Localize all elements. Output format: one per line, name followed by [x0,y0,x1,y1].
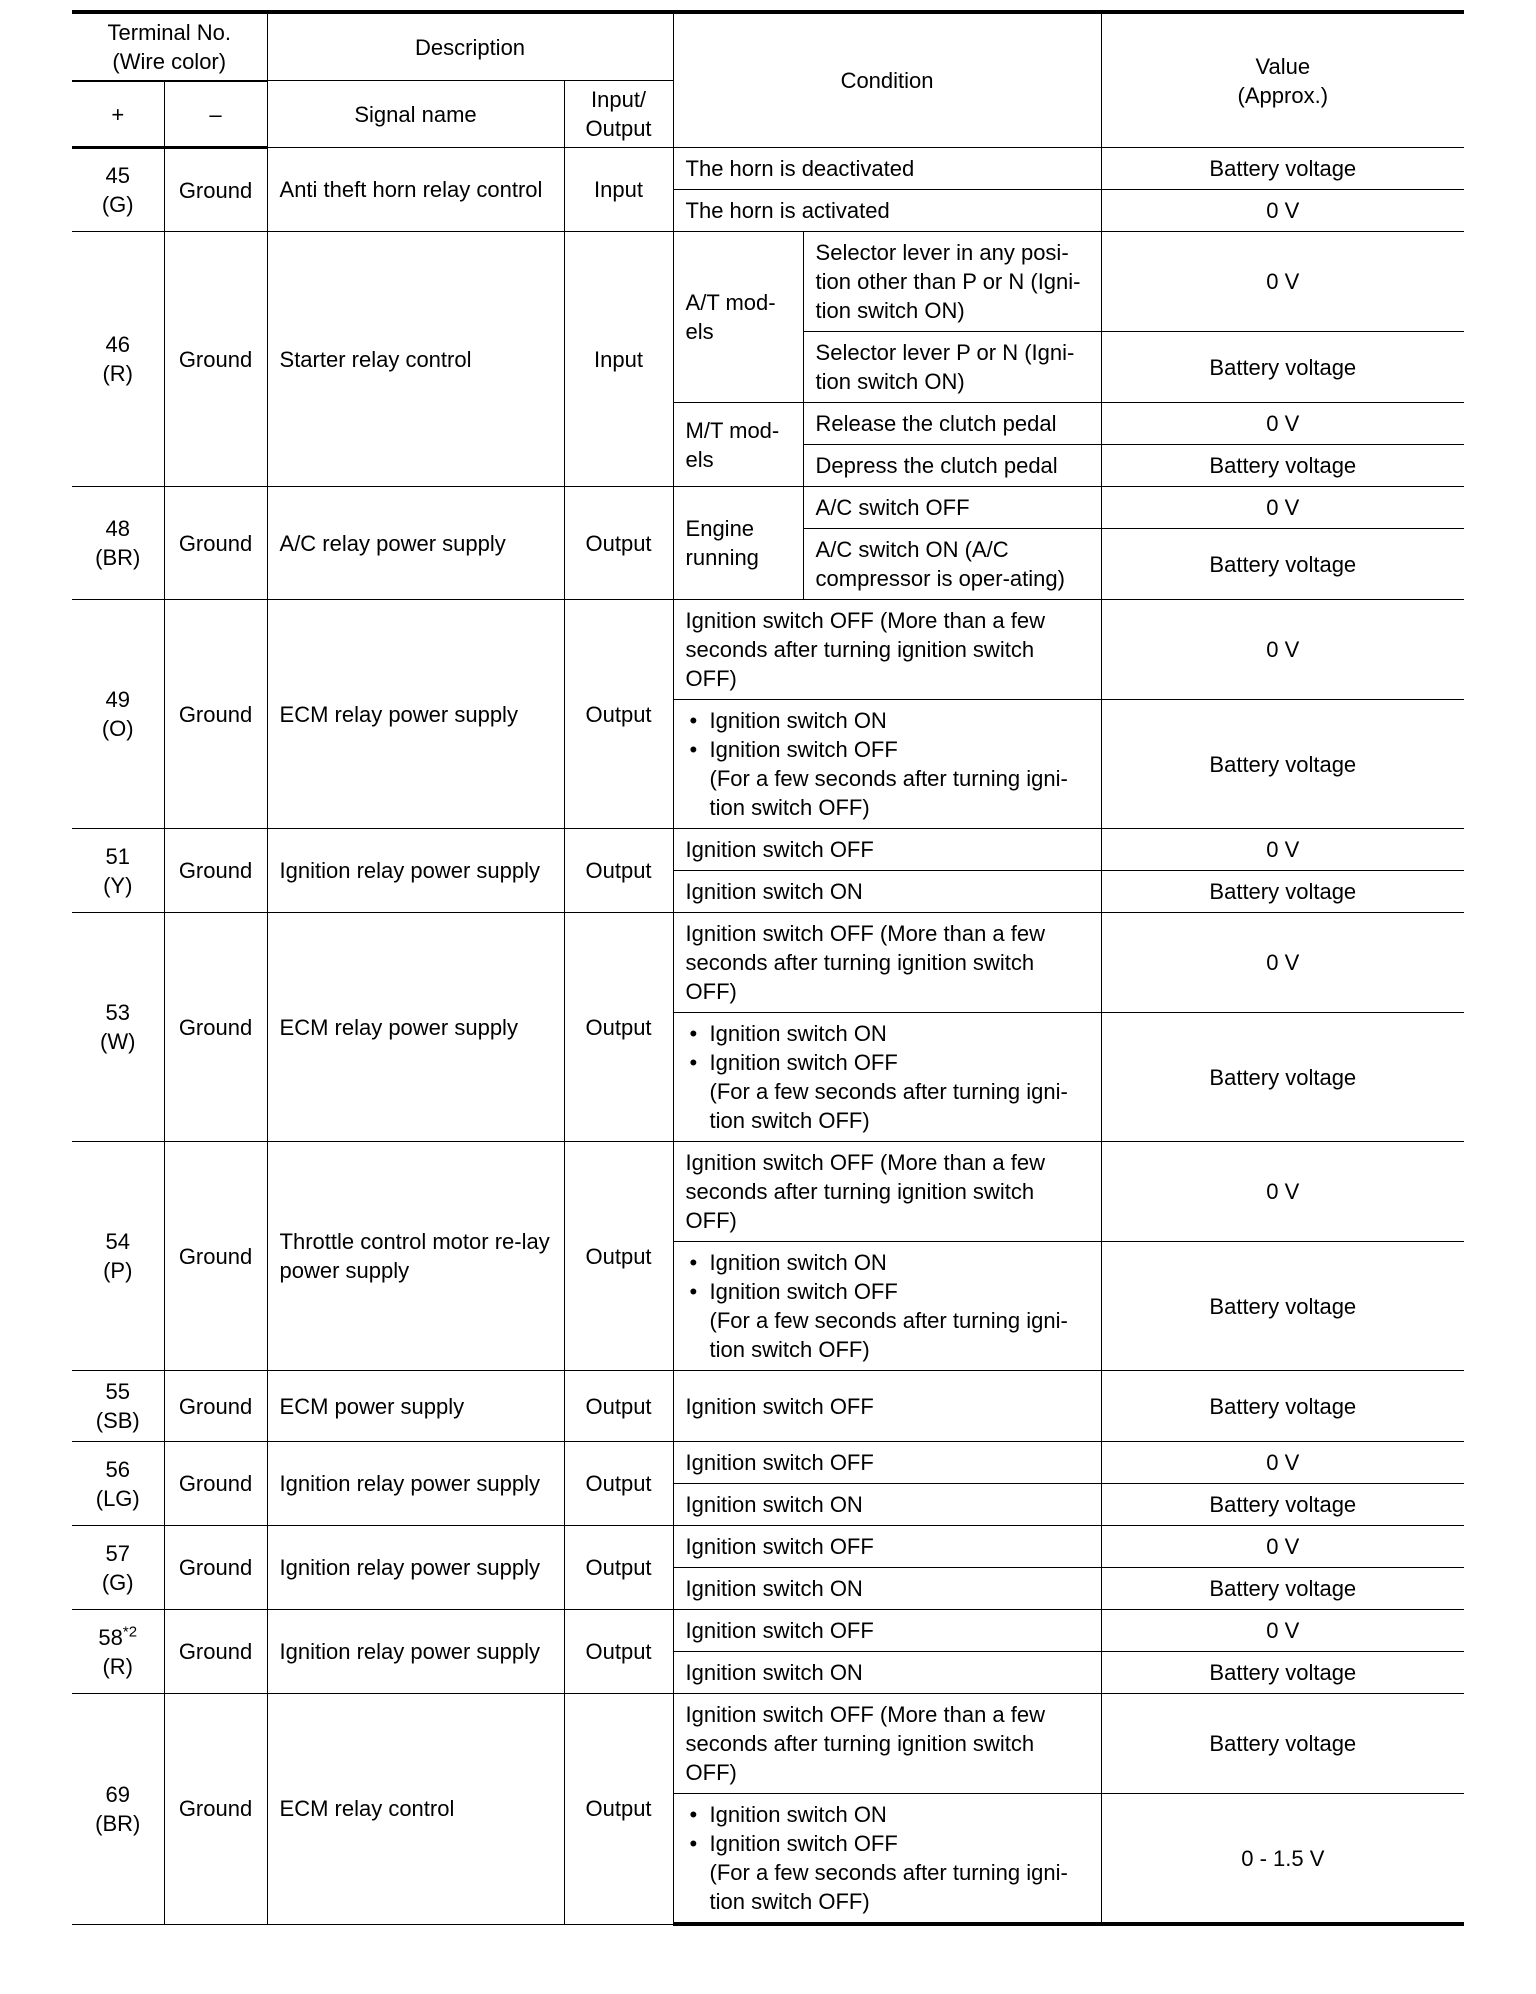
header-condition: Condition [673,12,1101,148]
condition: Ignition switch OFF [673,1526,1101,1568]
value: 0 V [1101,1442,1464,1484]
signal-name: Starter relay control [267,232,564,487]
signal-name: A/C relay power supply [267,487,564,600]
signal-name: Ignition relay power supply [267,1442,564,1526]
input-output: Output [564,1371,673,1442]
terminal-table-page [72,10,1464,1926]
terminal-number: 46 (R) [72,232,164,487]
condition-list [673,1013,1101,1142]
negative-terminal: Ground [164,913,267,1142]
condition: A/C switch ON (A/C compressor is oper-ating) [803,529,1101,600]
condition-bullet: • Ignition switch ON [686,706,1089,735]
negative-terminal: Ground [164,1610,267,1694]
signal-name: ECM power supply [267,1371,564,1442]
negative-terminal: Ground [164,1694,267,1925]
table-row [72,1142,1464,1242]
value: Battery voltage [1101,871,1464,913]
value: 0 V [1101,232,1464,332]
input-output: Output [564,829,673,913]
table-row [72,600,1464,700]
condition: Ignition switch OFF [673,1442,1101,1484]
table-row [72,487,1464,529]
value: 0 V [1101,829,1464,871]
condition-note: (For a few seconds after turning igni-tion switch OFF) [709,1860,1068,1914]
negative-terminal: Ground [164,829,267,913]
condition-note: (For a few seconds after turning igni-tion switch OFF) [709,1308,1068,1362]
condition-list [673,1242,1101,1371]
value: Battery voltage [1101,1652,1464,1694]
condition: Ignition switch ON [673,1484,1101,1526]
terminal-number: 45 (G) [72,148,164,232]
value: Battery voltage [1101,332,1464,403]
header-signal-name: Signal name [267,81,564,148]
table-row [72,1371,1464,1442]
condition-note: (For a few seconds after turning igni-tion switch OFF) [709,766,1068,820]
condition-bullet: • Ignition switch OFF [686,1277,1089,1306]
condition: The horn is deactivated [673,148,1101,190]
input-output: Output [564,487,673,600]
table-row [72,1610,1464,1652]
input-output: Input [564,232,673,487]
value: 0 - 1.5 V [1101,1794,1464,1925]
input-output: Output [564,1610,673,1694]
terminal-number: 58$^{*2}$ (R) [72,1610,164,1694]
header-input-output: Input/ Output [564,81,673,148]
terminal-number: 49 (O) [72,600,164,829]
negative-terminal: Ground [164,600,267,829]
value: Battery voltage [1101,1371,1464,1442]
negative-terminal: Ground [164,232,267,487]
input-output: Output [564,913,673,1142]
condition-group: Engine running [673,487,803,600]
condition: Selector lever P or N (Igni-tion switch ON) [803,332,1101,403]
condition: The horn is activated [673,190,1101,232]
negative-terminal: Ground [164,1142,267,1371]
header-plus: + [72,82,164,148]
condition: Ignition switch OFF (More than a few seconds after turning ignition switch OFF) [673,1142,1101,1242]
signal-name: Ignition relay power supply [267,1610,564,1694]
terminal-number: 69 (BR) [72,1694,164,1925]
value: 0 V [1101,913,1464,1013]
table-row [72,1526,1464,1568]
condition-list [673,700,1101,829]
table-row [72,1694,1464,1794]
ecm-terminal-table [72,10,1464,1926]
value: Battery voltage [1101,1568,1464,1610]
table-row [72,913,1464,1013]
value: 0 V [1101,403,1464,445]
input-output: Output [564,1526,673,1610]
condition: Ignition switch OFF [673,1371,1101,1442]
value: 0 V [1101,190,1464,232]
signal-name: ECM relay power supply [267,913,564,1142]
terminal-number: 48 (BR) [72,487,164,600]
value: Battery voltage [1101,1013,1464,1142]
signal-name: ECM relay power supply [267,600,564,829]
signal-name: Anti theft horn relay control [267,148,564,232]
terminal-number: 57 (G) [72,1526,164,1610]
table-row [72,829,1464,871]
negative-terminal: Ground [164,1442,267,1526]
signal-name: ECM relay control [267,1694,564,1925]
value: 0 V [1101,1142,1464,1242]
value: 0 V [1101,487,1464,529]
value: Battery voltage [1101,445,1464,487]
signal-name: Ignition relay power supply [267,829,564,913]
condition-group: A/T mod-els [673,232,803,403]
condition: Ignition switch ON [673,1652,1101,1694]
input-output: Output [564,1694,673,1925]
condition: Ignition switch OFF (More than a few seconds after turning ignition switch OFF) [673,1694,1101,1794]
condition-list [673,1794,1101,1925]
condition: Ignition switch OFF [673,1610,1101,1652]
table-row [72,232,1464,332]
value: Battery voltage [1101,1242,1464,1371]
condition: Depress the clutch pedal [803,445,1101,487]
condition: Ignition switch ON [673,1568,1101,1610]
terminal-number: 56 (LG) [72,1442,164,1526]
condition: Selector lever in any posi-tion other than P or N (Igni-tion switch ON) [803,232,1101,332]
terminal-number: 54 (P) [72,1142,164,1371]
header-terminal-no: Terminal No. (Wire color) [72,12,267,81]
value: 0 V [1101,600,1464,700]
value: 0 V [1101,1526,1464,1568]
table-row [72,1442,1464,1484]
condition-bullet: • Ignition switch OFF [686,1829,1089,1858]
negative-terminal: Ground [164,487,267,600]
input-output: Output [564,1142,673,1371]
value: Battery voltage [1101,148,1464,190]
condition-bullet: • Ignition switch OFF [686,735,1089,764]
header-description: Description [267,12,673,81]
header-value: Value (Approx.) [1101,12,1464,148]
value: Battery voltage [1101,700,1464,829]
signal-name: Throttle control motor re-lay power supply [267,1142,564,1371]
value: Battery voltage [1101,1484,1464,1526]
input-output: Output [564,1442,673,1526]
condition: Ignition switch OFF (More than a few seconds after turning ignition switch OFF) [673,913,1101,1013]
table-row [72,148,1464,190]
condition: Ignition switch OFF [673,829,1101,871]
condition-bullet: • Ignition switch OFF [686,1048,1089,1077]
value: Battery voltage [1101,1694,1464,1794]
input-output: Output [564,600,673,829]
value: Battery voltage [1101,529,1464,600]
footnote-mark: *2 [122,1623,138,1641]
terminal-number: 53 (W) [72,913,164,1142]
condition-bullet: • Ignition switch ON [686,1800,1089,1829]
value: 0 V [1101,1610,1464,1652]
negative-terminal: Ground [164,148,267,232]
negative-terminal: Ground [164,1371,267,1442]
terminal-number: 51 (Y) [72,829,164,913]
condition-bullet: • Ignition switch ON [686,1248,1089,1277]
condition: Ignition switch OFF (More than a few seconds after turning ignition switch OFF) [673,600,1101,700]
condition-note: (For a few seconds after turning igni-tion switch OFF) [709,1079,1068,1133]
condition-group: M/T mod-els [673,403,803,487]
input-output: Input [564,148,673,232]
condition: A/C switch OFF [803,487,1101,529]
condition: Release the clutch pedal [803,403,1101,445]
terminal-number: 55 (SB) [72,1371,164,1442]
header-minus: – [164,82,267,148]
condition-bullet: • Ignition switch ON [686,1019,1089,1048]
negative-terminal: Ground [164,1526,267,1610]
condition: Ignition switch ON [673,871,1101,913]
signal-name: Ignition relay power supply [267,1526,564,1610]
